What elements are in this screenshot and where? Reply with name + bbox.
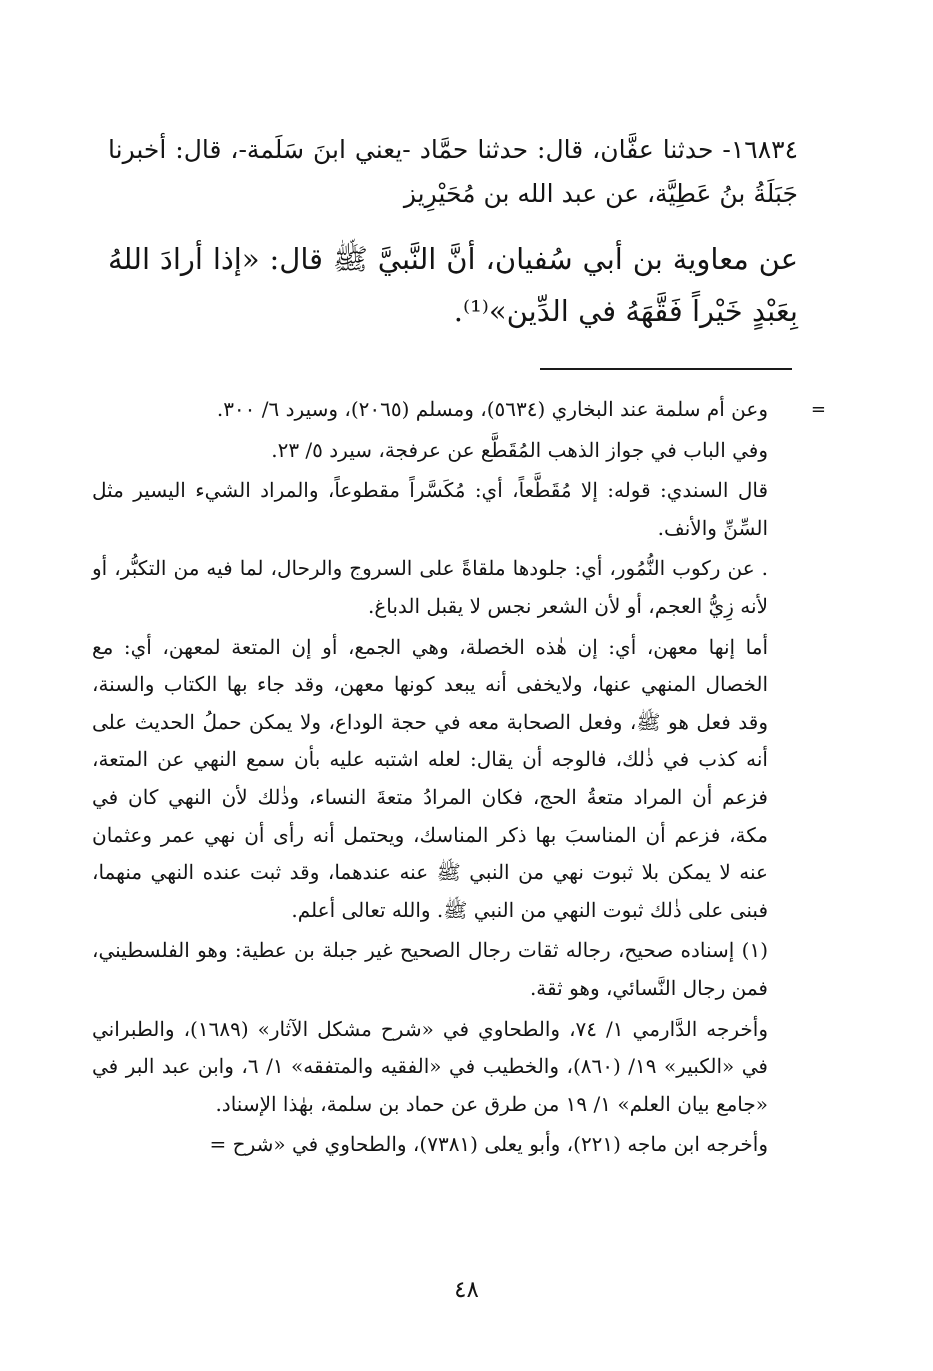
hadith-matn: عن معاوية بن أبي سُفيان، أنَّ النَّبيَّ ﷺ قال: «إذا أرادَ اللهُ بِعَبْدٍ خَيْراً فَقَّهَهُ في الدِّين»⁽¹⁾.	[108, 242, 798, 328]
continuation-mark: =	[810, 399, 826, 420]
footnote-paragraph: أما إنها معهن، أي: إن هٰذه الخصلة، وهي الجمع، أو إن المتعة لمعهن، أي: مع الخصال المنهي عنها، ولايخفى أنه يبعد كونها معهن، وقد جاء بها الكتاب والسنة، وقد فعل هو ﷺ، وفعل الصحابة معه في حجة الوداع، ولا يمكن حملُ الحديث على أنه كذب في ذٰلك، فالوجه أن يقال: لعله اشتبه عليه بأن سمع النهي عن المتعة، فزعم أن المراد متعةُ الحج، فكان المرادُ متعةَ النساء، وذٰلك لأن النهي كان في مكة، فزعم أن المناسبَ بها ذكر المناسك، ويحتمل أنه رأى أن نهي عمر وعثمان عنه لا يمكن بلا ثبوت نهي من النبي ﷺ عنه عندهما، وقد ثبت عنده النهي منهما، فبنى على ذٰلك ثبوت النهي من النبي ﷺ. والله تعالى أعلم.	[92, 634, 768, 922]
footnote-separator	[540, 368, 792, 370]
footnote-paragraph: وفي الباب في جواز الذهب المُقَطَّع عن عرفجة، سيرد ٥/ ٢٣.	[271, 437, 768, 462]
footnote-paragraph: وأخرجه ابن ماجه (٢٢١)، وأبو يعلى (٧٣٨١)، والطحاوي في «شرح =	[209, 1132, 768, 1157]
footnote-paragraph: (١) إسناده صحيح، رجاله ثقات رجال الصحيح غير جبلة بن عطية: وهو الفلسطيني، فمن رجال النَّسائي، وهو ثقة.	[92, 938, 768, 1000]
hadith-isnad: ١٦٨٣٤- حدثنا عفَّان، قال: حدثنا حمَّاد -يعني ابنَ سَلَمة-، قال: أخبرنا جَبَلَةُ بنُ عَطِيَّة، عن عبد الله بن مُحَيْرِيز	[108, 135, 798, 208]
footnote-paragraph	[92, 391, 826, 429]
footnote-paragraph: . عن ركوب النُّمُور، أي: جلودها ملقاةً على السروج والرحال، لما فيه من التكبُّر، أو لأنه زِيُّ العجم، أو لأن الشعر نجس لا يقبل الدباغ.	[92, 556, 768, 618]
footnotes	[92, 391, 826, 1167]
page-number: ٤٨	[454, 1277, 479, 1303]
footnote-paragraph: قال السندي: قوله: إلا مُقَطَّعاً، أي: مُكَسَّراً مقطوعاً، والمراد الشيء اليسير مثل السِّنِّ والأنف.	[92, 478, 768, 540]
footnote-paragraph: وأخرجه الدَّارمي ١/ ٧٤، والطحاوي في «شرح مشكل الآثار» (١٦٨٩)، والطبراني في «الكبير» ١٩/ (٨٦٠)، والخطيب في «الفقيه والمتفقه» ١/ ٦، وابن عبد البر في «جامع بيان العلم» ١/ ١٩ من طرق عن حماد بن سلمة، بهٰذا الإسناد.	[92, 1016, 768, 1116]
footnote-text: وعن أم سلمة عند البخاري (٥٦٣٤)، ومسلم (٢٠٦٥)، وسيرد ٦/ ٣٠٠.	[216, 397, 768, 421]
